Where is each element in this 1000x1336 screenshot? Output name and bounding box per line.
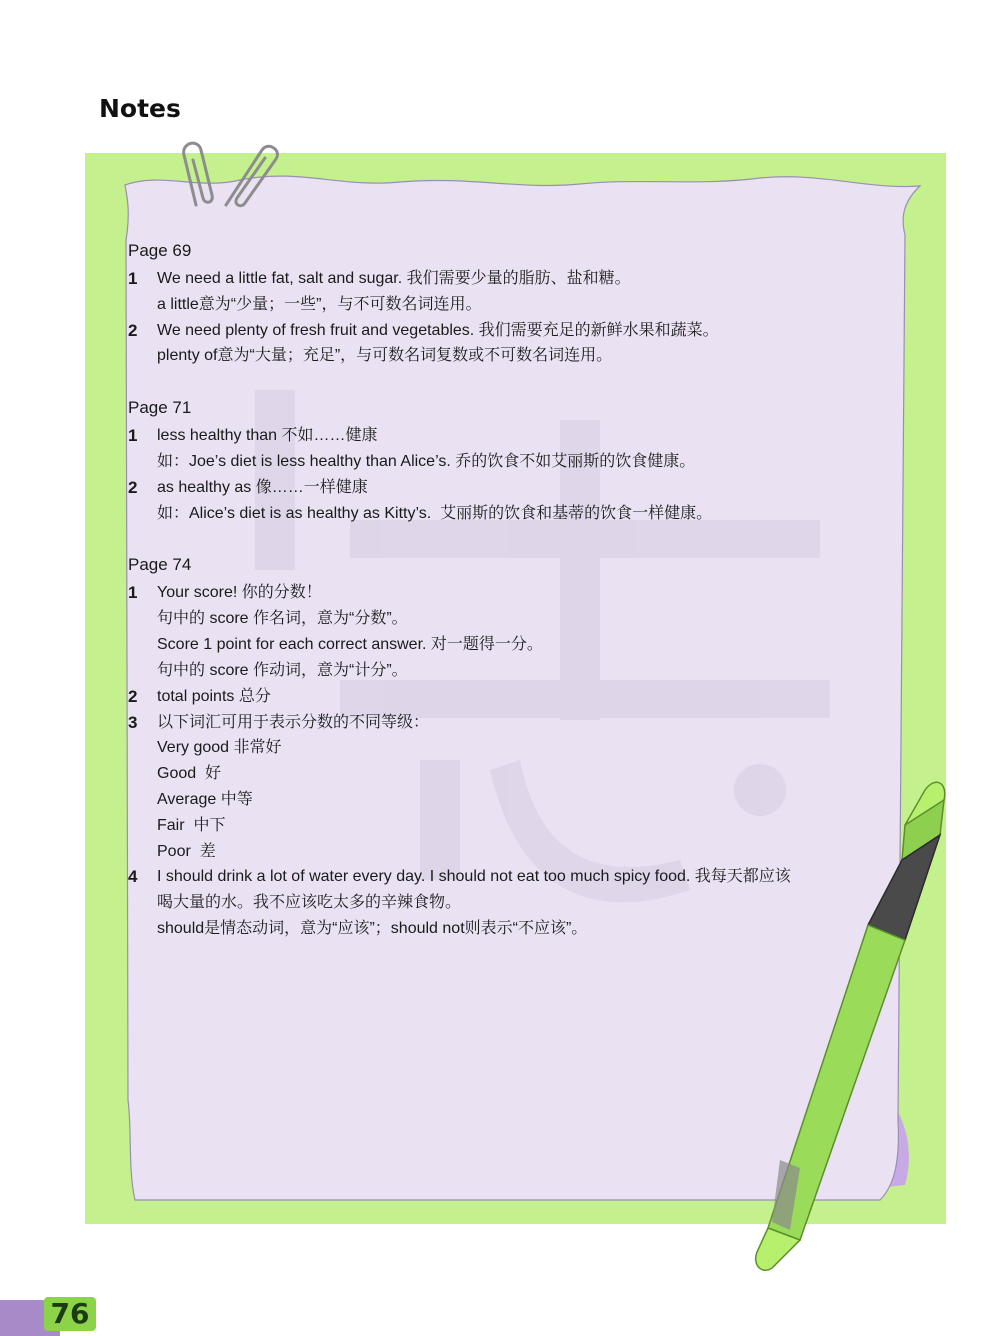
note-line: We need plenty of fresh fruit and vegetables. 我们需要充足的新鲜水果和蔬菜。 xyxy=(157,321,719,339)
note-line: 如：Alice’s diet is as healthy as Kitty’s. 艾丽斯的饮食和基蒂的饮食一样健康。 xyxy=(157,504,713,522)
notes-content xyxy=(128,236,898,966)
item-number: 1 xyxy=(128,426,138,446)
note-item xyxy=(128,266,898,318)
item-number: 3 xyxy=(128,712,138,732)
note-line: Poor 差 xyxy=(157,842,216,860)
note-item xyxy=(128,318,898,370)
note-line: Very good 非常好 xyxy=(157,739,282,757)
note-item xyxy=(128,423,898,475)
note-line: 如：Joe’s diet is less healthy than Alice’s. 乔的饮食不如艾丽斯的饮食健康。 xyxy=(157,452,696,470)
note-line: We need a little fat, salt and sugar. 我们需要少量的脂肪、盐和糖。 xyxy=(157,270,631,287)
note-line: 句中的 score 作动词，意为“计分”。 xyxy=(157,661,408,679)
section-title: Page 71 xyxy=(128,398,192,418)
note-line: as healthy as 像……一样健康 xyxy=(157,478,368,496)
page-heading: Notes xyxy=(99,94,181,123)
note-line: 以下词汇可用于表示分数的不同等级： xyxy=(157,713,430,731)
item-number: 2 xyxy=(128,320,138,340)
note-line: 喝大量的水。我不应该吃太多的辛辣食物。 xyxy=(157,894,462,912)
note-line: should是情态动词，意为“应该”；should not则表示“不应该”。 xyxy=(157,919,588,937)
note-item xyxy=(128,684,898,710)
item-number: 2 xyxy=(128,477,138,497)
note-line: I should drink a lot of water every day. I should not eat too much spicy food. 我每天都应该 xyxy=(157,868,791,886)
page-number: 76 xyxy=(44,1297,96,1331)
note-line: 句中的 score 作名词，意为“分数”。 xyxy=(157,610,408,628)
section-title: Page 69 xyxy=(128,241,192,260)
note-line: Your score! 你的分数！ xyxy=(157,584,322,602)
note-line: less healthy than 不如……健康 xyxy=(157,427,378,445)
item-number: 2 xyxy=(128,686,138,706)
note-line: Average 中等 xyxy=(157,790,253,808)
note-line: Fair 中下 xyxy=(157,816,226,834)
item-number: 1 xyxy=(128,269,138,288)
note-line: Score 1 point for each correct answer. 对一题得一分。 xyxy=(157,635,543,653)
item-number: 1 xyxy=(128,583,138,603)
note-item xyxy=(128,475,898,527)
section-page-69 xyxy=(128,236,898,369)
note-line: Good 好 xyxy=(157,765,222,783)
note-item xyxy=(128,580,898,683)
note-line: total points 总分 xyxy=(157,687,271,705)
note-item xyxy=(128,710,898,865)
section-title: Page 74 xyxy=(128,555,192,575)
note-item xyxy=(128,864,898,941)
section-page-71 xyxy=(128,393,898,526)
section-page-74 xyxy=(128,550,898,941)
item-number: 4 xyxy=(128,867,138,887)
note-line: plenty of意为“大量；充足”，与可数名词复数或不可数名词连用。 xyxy=(157,347,613,365)
note-line: a little意为“少量；一些”，与不可数名词连用。 xyxy=(157,295,482,313)
